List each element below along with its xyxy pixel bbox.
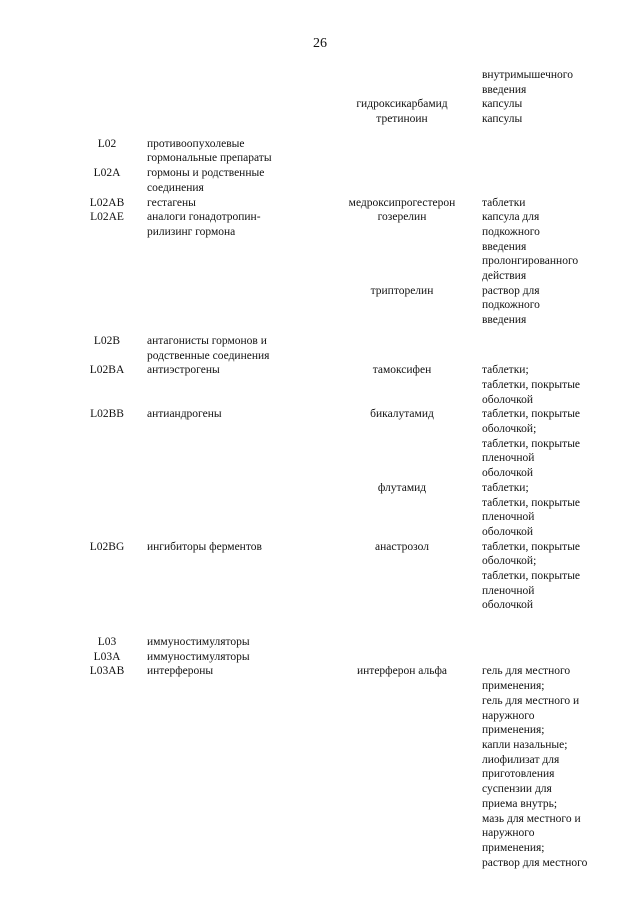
dosage-form: раствор для подкожного введения	[482, 284, 540, 327]
group-name: иммуностимуляторы	[147, 650, 250, 663]
drug-name: бикалутамид	[370, 408, 434, 421]
group-name: противоопухолевые гормональные препараты	[147, 137, 272, 165]
drug-name: медроксипрогестерон	[348, 196, 456, 209]
atc-code: L02A	[93, 167, 121, 180]
dosage-form: капсулы	[482, 113, 523, 126]
dosage-form: капсула для подкожного введения пролонгированного действия	[482, 211, 579, 283]
dosage-form: внутримышечного введения	[482, 69, 573, 96]
table-row	[0, 68, 640, 97]
group-name: иммуностимуляторы	[147, 636, 250, 649]
dosage-form: таблетки	[482, 196, 526, 209]
group-name: антиандрогены	[147, 408, 222, 421]
table-row	[0, 407, 640, 481]
atc-code: L02BG	[89, 540, 125, 553]
atc-code: L03AB	[89, 665, 125, 678]
group-name: гестагены	[147, 196, 196, 209]
table-row	[0, 540, 640, 614]
table-row	[0, 97, 640, 112]
atc-code: L03	[97, 636, 117, 649]
group-name: антиэстрогены	[147, 364, 220, 377]
table-row	[0, 650, 640, 665]
table-row	[0, 210, 640, 284]
dosage-form: таблетки; таблетки, покрытые пленочной оболочкой	[482, 481, 581, 538]
drug-name: анастрозол	[375, 540, 429, 553]
page-number: 26	[313, 36, 327, 51]
atc-code: L02AB	[89, 196, 125, 209]
atc-code: L02BA	[89, 364, 125, 377]
drug-name: трипторелин	[370, 284, 434, 297]
atc-code: L02AE	[90, 211, 124, 224]
table-row	[0, 284, 640, 328]
drug-name: гозерелин	[377, 211, 427, 224]
table-row	[0, 635, 640, 650]
atc-code: L02BB	[90, 408, 124, 421]
drug-name: тамоксифен	[372, 364, 432, 377]
drug-name: флутамид	[377, 481, 427, 494]
table-row	[0, 196, 640, 211]
atc-code: L03A	[93, 650, 121, 663]
drug-classification-table	[0, 68, 640, 870]
group-name: гормоны и родственные соединения	[147, 167, 265, 194]
dosage-form: гель для местного применения; гель для местного и наружного применения; капли назальные; лиофилизат для приготовления суспензии для приема внутрь; мазь для местного и наружного применения; раствор для местного	[482, 665, 588, 869]
atc-code: L02	[97, 137, 117, 150]
drug-name: третиноин	[376, 113, 428, 126]
group-name: аналоги гонадотропин- рилизинг гормона	[147, 211, 261, 238]
table-row	[0, 664, 640, 870]
drug-name: гидроксикарбамид	[356, 98, 448, 111]
table-row	[0, 481, 640, 540]
dosage-form: таблетки; таблетки, покрытые оболочкой	[482, 364, 581, 406]
table-row	[0, 137, 640, 166]
group-name: интерфероны	[147, 665, 214, 678]
group-name: ингибиторы ферментов	[147, 540, 262, 553]
table-row	[0, 334, 640, 363]
dosage-form: таблетки, покрытые оболочкой; таблетки, покрытые пленочной оболочкой	[482, 540, 581, 612]
atc-code: L02B	[93, 334, 121, 347]
table-row	[0, 363, 640, 407]
table-row	[0, 166, 640, 195]
dosage-form: капсулы	[482, 98, 523, 111]
dosage-form: таблетки, покрытые оболочкой; таблетки, покрытые пленочной оболочкой	[482, 408, 581, 480]
group-name: антагонисты гормонов и родственные соединения	[147, 334, 270, 362]
drug-name: интерферон альфа	[356, 665, 448, 678]
table-row	[0, 112, 640, 127]
